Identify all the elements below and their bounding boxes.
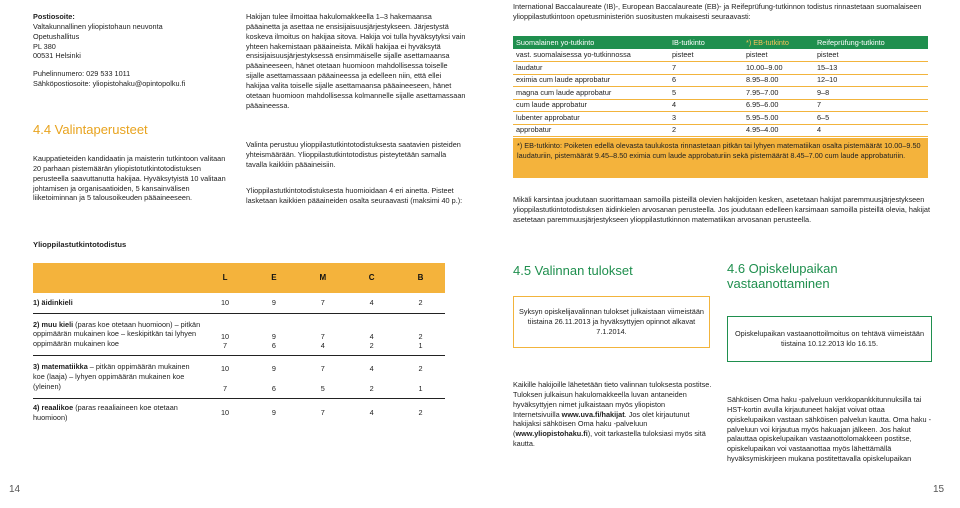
table-row <box>33 293 445 313</box>
table-cell: 10 7 <box>201 356 250 399</box>
table-cell: 5 <box>669 87 743 100</box>
table-cell: 6–5 <box>814 112 928 125</box>
results-date-box: Syksyn opiskelijavalinnan tulokset julkaistaan viimeistään tiistaina 26.11.2013 ja hyväksyttyjen opinnot alkavat 7.1.2014. <box>513 296 710 348</box>
table-header-cell: Reifeprüfung-tutkinto <box>814 36 928 49</box>
table-cell: 10 <box>221 407 230 417</box>
table-cell: lubenter approbatur <box>513 112 669 125</box>
table-row <box>513 99 928 112</box>
row-label: 4) reaalikoe (paras reaaliaineen koe otetaan huomioon) <box>33 402 178 422</box>
table-cell: 2 1 <box>396 313 445 356</box>
table-cell: 4 2 <box>347 313 396 356</box>
table-cell: 9 <box>250 293 299 313</box>
table-cell: 9–8 <box>814 87 928 100</box>
table-cell: 7 <box>298 293 347 313</box>
paragraph-valinta: Valinta perustuu ylioppilastutkintotodistuksesta saatavien pisteiden yhteismäärään. Ylioppilastutkintotodistus pisteytetään samalla tavalla kaikkiin pääaineisiin. <box>246 140 461 169</box>
table-header-cell <box>33 263 201 293</box>
paragraph-pisteet: Ylioppilastutkintotodistuksesta huomioidaan 4 eri ainetta. Pisteet lasketaan kaikkien pääaineiden osalta seuraavasti (maksimi 40 p.): <box>246 186 463 205</box>
table-cell: 3 <box>669 112 743 125</box>
table-cell: 4 2 <box>347 356 396 399</box>
table-row <box>513 62 928 75</box>
table-header-cell: L <box>201 263 250 293</box>
table-title: Ylioppilastutkintotodistus <box>33 240 127 249</box>
paragraph-paaaine: Hakijan tulee ilmoittaa hakulomakkeella 1–3 hakemaansa pääainetta ja asettaa ne ensisijaisuusjärjestykseen. Järjestystä koskeva ilmoitus on hakijaa sitova. Hakija voi tulla hyväksytyksi vain yhteen hakemistaan pääaineista. Mikäli hakijaa ei hyväksytä ensisijaisuusjärjestyksessä ensimmäiselle sijalle asettamaansa pääaineeseen, hänet otetaan huomioon mahdollisessa toiselle sijalle asettamassaan pääaineessa ja edelleen niin, että ellei hakijaa valita toiselle sijalle asettamaansa pääaineeseen, hänet otetaan huomioon mahdollisessa kolmannelle sijalle asettamassaan pääaineessa. <box>246 12 466 110</box>
table-cell: pisteet <box>814 49 928 62</box>
address-line: 00531 Helsinki <box>33 51 81 61</box>
address-block <box>33 12 228 89</box>
acceptance-deadline-box: Opiskelupaikan vastaanottoilmoitus on tehtävä viimeistään tiistaina 10.12.2013 klo 16.15. <box>727 316 932 362</box>
section-heading-4-6: 4.6 Opiskelupaikan vastaanottaminen <box>727 261 838 291</box>
table-row <box>513 74 928 87</box>
ib-equivalence-table <box>513 36 928 137</box>
table-cell: 6.95–6.00 <box>743 99 814 112</box>
table-cell: 10 7 <box>201 313 250 356</box>
table-cell: 5.95–5.00 <box>743 112 814 125</box>
table-cell: laudatur <box>513 62 669 75</box>
table-row <box>33 313 445 356</box>
table-cell: pisteet <box>743 49 814 62</box>
table-header-cell: B <box>396 263 445 293</box>
table-cell: 2 <box>396 293 445 313</box>
section-heading-4-4: 4.4 Valintaperusteet <box>33 122 148 137</box>
table-header-row <box>513 36 928 49</box>
table-row <box>33 356 445 399</box>
table-header-cell: Suomalainen yo-tutkinto <box>513 36 669 49</box>
table-header-cell: M <box>298 263 347 293</box>
table-cell: 7.95–7.00 <box>743 87 814 100</box>
table-cell: 7 5 <box>298 356 347 399</box>
table-cell: 2 <box>669 124 743 137</box>
table-cell: vast. suomalaisessa yo-tutkinnossa <box>513 49 669 62</box>
table-cell: 4.95–4.00 <box>743 124 814 137</box>
table-cell: 10 <box>201 293 250 313</box>
page-number-left: 14 <box>9 484 21 495</box>
acceptance-paragraph: Sähköisen Oma haku -palveluun verkkopankkitunnuksilla tai HST-kortin avulla kirjautuneet hakijat voivat ottaa opiskelupaikan vastaan sähköisen palvelun kautta. Oma haku -palveluun voi kirjautua myös hakuajan jälkeen. Jos hakut palauttaa opiskelupaikan vastaanottolomakkeen postitse, opiskelupaikan voi vastaanottaa myös lähettämällä hyväksymiskirjeen mukana postitettavalla opiskelupaikan <box>727 395 932 464</box>
table-cell: 2 1 <box>396 356 445 399</box>
table-cell: 4 <box>347 293 396 313</box>
tiebreak-paragraph: Mikäli karsintaa joudutaan suorittamaan samoilla pisteillä olevien hakijoiden kesken, asetetaan hakijat paremmuusjärjestykseen ylioppilastutkintotodistuksen äidinkielen arvosanan perusteella. Jos joudutaan edelleen karsimaan samoilla pisteillä olevia, hakijat asetetaan paremmuusjärjestykseen ylioppilastutkinnon matematiikan arvosanan perusteella. <box>513 195 930 224</box>
eb-footnote: *) EB-tutkinto: Poiketen edellä olevasta taulukosta rinnastetaan pitkän tai lyhyen matematiikan osalta pistemäärät 10.00–9.50 laudaturiin, pistemäärät 9.45–8.50 eximia cum laude approbaturiin sekä pistemäärät 8.45–7.00 cum laude approbaturiin. <box>513 138 928 178</box>
row-label: 2) muu kieli (paras koe otetaan huomioon) – pitkän oppimäärän mukainen koe – keskipitkän tai lyhyen oppimäärän mukainen koe <box>33 313 201 356</box>
table-cell: approbatur <box>513 124 669 137</box>
table-header-cell: IB-tutkinto <box>669 36 743 49</box>
valintaperusteet-paragraph: Kauppatieteiden kandidaatin ja maisterin tutkintoon valitaan 20 parhaan pistemäärän yliopistotutkintotodistuksen perusteella saavuttanutta hakijaa. Hyväksytyistä 10 valitaan johtamisen ja organisaatioiden, 5 kansainvälisen liiketoiminnan ja 5 talousoikeuden pääaineeseen. <box>33 154 226 203</box>
address-line: Valtakunnallinen yliopistohaun neuvonta <box>33 21 163 31</box>
table-header-cell: E <box>250 263 299 293</box>
table-header-row <box>33 263 445 293</box>
table-cell: 9 6 <box>250 313 299 356</box>
email-line: Sähköpostiosoite: yliopistohaku@opintopolku.fi <box>33 79 186 89</box>
table-cell: 7 <box>814 99 928 112</box>
table-cell: pisteet <box>669 49 743 62</box>
table-row <box>513 112 928 125</box>
link-uva-hakijat[interactable]: www.uva.fi/hakijat <box>561 409 625 419</box>
table-cell: 9 6 <box>250 356 299 399</box>
table-cell: 2 <box>418 407 423 417</box>
table-cell: 6 <box>669 74 743 87</box>
table-cell: 10.00–9.00 <box>743 62 814 75</box>
table-row <box>33 398 445 426</box>
table-cell: 7 <box>320 407 325 417</box>
link-yliopistohaku[interactable]: www.yliopistohaku.fi <box>515 429 588 439</box>
table-header-cell: *) EB-tutkinto <box>743 36 814 49</box>
phone-line: Puhelinnumero: 029 533 1011 <box>33 69 131 79</box>
table-cell: 7 <box>669 62 743 75</box>
table-cell: magna cum laude approbatur <box>513 87 669 100</box>
table-cell: 15–13 <box>814 62 928 75</box>
table-row <box>513 49 928 62</box>
ib-intro-paragraph: International Baccalaureate (IB)-, European Baccalaureate (EB)- ja Reifeprüfung-tutkinnon todistus rinnastetaan suomalaiseen ylioppilastutkintoon opetusministeriön suositusten mukaisesti seuraavasti: <box>513 2 922 21</box>
address-line: Opetushallitus <box>33 31 80 41</box>
table-cell: 7 4 <box>298 313 347 356</box>
results-paragraph: Kaikille hakijoille lähetetään tieto valinnan tuloksesta postitse. Tuloksen julkaisun hakulomakkeella luvan antaneiden hyväksyttyjen nimet julkaistaan myös yliopiston Internetsivuilla www.uva.fi/hakijat. Jos olet kirjautunut hakijaksi sähköisen Oma haku -palveluun (www.yliopistohaku.fi), voit tarkastella tuloksiasi myös sitä kautta. <box>513 380 712 449</box>
table-cell: 4 <box>669 99 743 112</box>
table-row <box>513 124 928 137</box>
table-cell: cum laude approbatur <box>513 99 669 112</box>
address-line: PL 380 <box>33 41 56 51</box>
table-cell: 4 <box>814 124 928 137</box>
table-cell: 12–10 <box>814 74 928 87</box>
table-cell: 9 <box>271 407 276 417</box>
row-label: 3) matematiikka – pitkän oppimäärän mukainen koe (laaja) – lyhyen oppimäärän mukainen koe (yleinen) <box>33 356 201 399</box>
table-cell: eximia cum laude approbatur <box>513 74 669 87</box>
grade-points-table <box>33 263 445 426</box>
row-label: 1) äidinkieli <box>33 293 201 313</box>
table-cell: 4 <box>369 407 374 417</box>
address-line: Postiosoite: <box>33 12 75 21</box>
page-number-right: 15 <box>933 484 945 495</box>
table-cell: 8.95–8.00 <box>743 74 814 87</box>
table-header-cell: C <box>347 263 396 293</box>
section-heading-4-5: 4.5 Valinnan tulokset <box>513 263 633 278</box>
table-row <box>513 87 928 100</box>
